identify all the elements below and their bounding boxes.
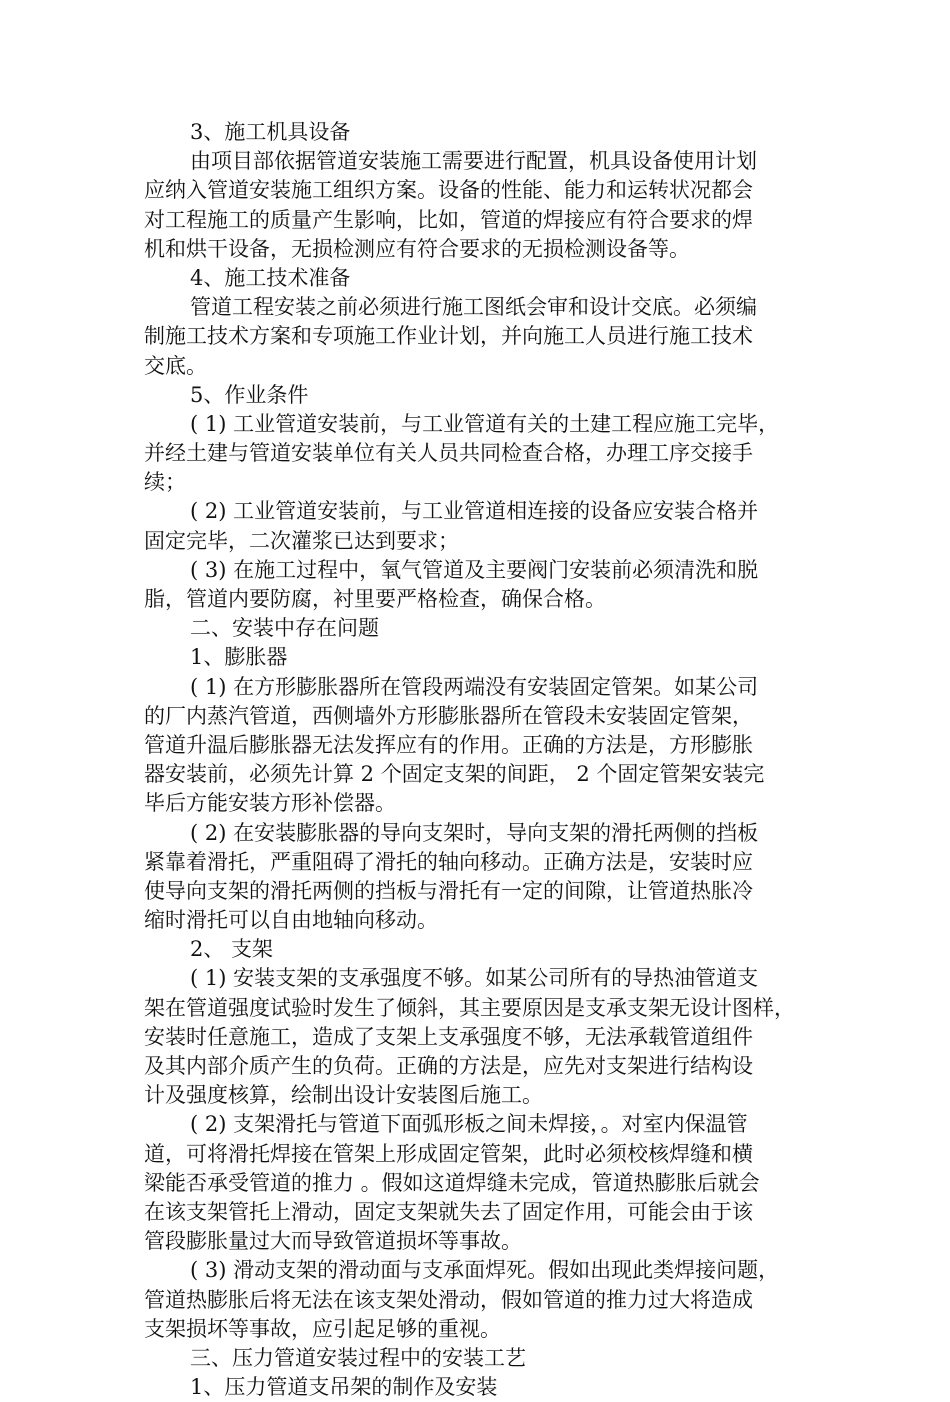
text-line: 1、膨胀器 [190, 645, 288, 670]
text-line: ( 2) 在安装膨胀器的导向支架时，导向支架的滑托两侧的挡板 [190, 820, 759, 845]
text-line: 在该支架管托上滑动，固定支架就失去了固定作用，可能会由于该 [144, 1199, 753, 1224]
text-line: 交底。 [144, 353, 207, 378]
text-line: 制施工技术方案和专项施工作业计划，并向施工人员进行施工技术 [144, 324, 753, 349]
text-line: ( 1) 工业管道安装前，与工业管道有关的土建工程应施工完毕， [190, 411, 780, 436]
text-line: 2、 支架 [190, 937, 274, 962]
document-body [144, 118, 810, 1402]
text-line: ( 1) 安装支架的支承强度不够。如某公司所有的导热油管道支 [190, 966, 759, 991]
text-line: 管道热膨胀后将无法在该支架处滑动，假如管道的推力过大将造成 [144, 1287, 753, 1312]
text-line: 梁能否承受管道的推力 。假如这道焊缝未完成，管道热膨胀后就会 [144, 1170, 760, 1195]
text-line: ( 1) 在方形膨胀器所在管段两端没有安装固定管架。如某公司 [190, 674, 759, 699]
text-line: 并经土建与管道安装单位有关人员共同检查合格，办理工序交接手 [144, 441, 753, 466]
text-line: 及其内部介质产生的负荷。正确的方法是，应先对支架进行结构设 [144, 1054, 753, 1078]
text-line: ( 2) 支架滑托与管道下面弧形板之间未焊接，。对室内保温管 [190, 1112, 748, 1137]
text-line: 三、压力管道安装过程中的安装工艺 [190, 1345, 526, 1370]
text-line: 计及强度核算，绘制出设计安装图后施工。 [144, 1083, 543, 1108]
text-line: 管道工程安装之前必须进行施工图纸会审和设计交底。必须编 [190, 295, 757, 320]
text-line: 应纳入管道安装施工组织方案。设备的性能、能力和运转状况都会 [144, 178, 753, 203]
text-line: 由项目部依据管道安装施工需要进行配置，机具设备使用计划 [190, 149, 757, 174]
text-line: 脂，管道内要防腐，衬里要严格检查，确保合格。 [144, 587, 606, 611]
text-line: 毕后方能安装方形补偿器。 [144, 791, 396, 816]
text-line: 支架损坏等事故，应引起足够的重视。 [144, 1316, 501, 1341]
text-line: 管道升温后膨胀器无法发挥应有的作用。正确的方法是，方形膨胀 [144, 732, 753, 757]
text-line: 管段膨胀量过大而导致管道损坏等事故。 [144, 1229, 522, 1254]
text-line: 器安装前，必须先计算 2 个固定支架的间距， 2 个固定管架安装完 [144, 762, 765, 787]
text-line: 5、作业条件 [190, 382, 309, 407]
text-line: 的厂内蒸汽管道，西侧墙外方形膨胀器所在管段未安装固定管架， [144, 703, 753, 728]
text-line: 对工程施工的质量产生影响，比如，管道的焊接应有符合要求的焊 [144, 207, 753, 232]
text-line: 二、安装中存在问题 [190, 616, 379, 641]
text-line: 1、压力管道支吊架的制作及安装 [190, 1375, 498, 1400]
text-line: 使导向支架的滑托两侧的挡板与滑托有一定的间隙，让管道热胀冷 [144, 878, 753, 903]
text-line: 机和烘干设备，无损检测应有符合要求的无损检测设备等。 [144, 236, 690, 261]
text-line: ( 2) 工业管道安装前，与工业管道相连接的设备应安装合格并 [190, 499, 759, 524]
text-line: 架在管道强度试验时发生了倾斜，其主要原因是支承支架无设计图样， [144, 995, 795, 1020]
text-line: 道，可将滑托焊接在管架上形成固定管架，此时必须校核焊缝和横 [144, 1141, 753, 1166]
text-line: 3、施工机具设备 [190, 120, 351, 144]
text-line: 续； [144, 470, 186, 495]
text-line: ( 3) 在施工过程中，氧气管道及主要阀门安装前必须清洗和脱 [190, 557, 759, 582]
text-line: 固定完毕，二次灌浆已达到要求； [144, 528, 459, 553]
text-line: 安装时任意施工，造成了支架上支承强度不够，无法承载管道组件 [144, 1024, 753, 1049]
text-line: ( 3) 滑动支架的滑动面与支承面焊死。假如出现此类焊接问题， [190, 1258, 780, 1283]
text-line: 4、施工技术准备 [190, 265, 351, 290]
text-line: 紧靠着滑托，严重阻碍了滑托的轴向移动。正确方法是，安装时应 [144, 849, 753, 874]
text-line: 缩时滑托可以自由地轴向移动。 [144, 908, 438, 933]
